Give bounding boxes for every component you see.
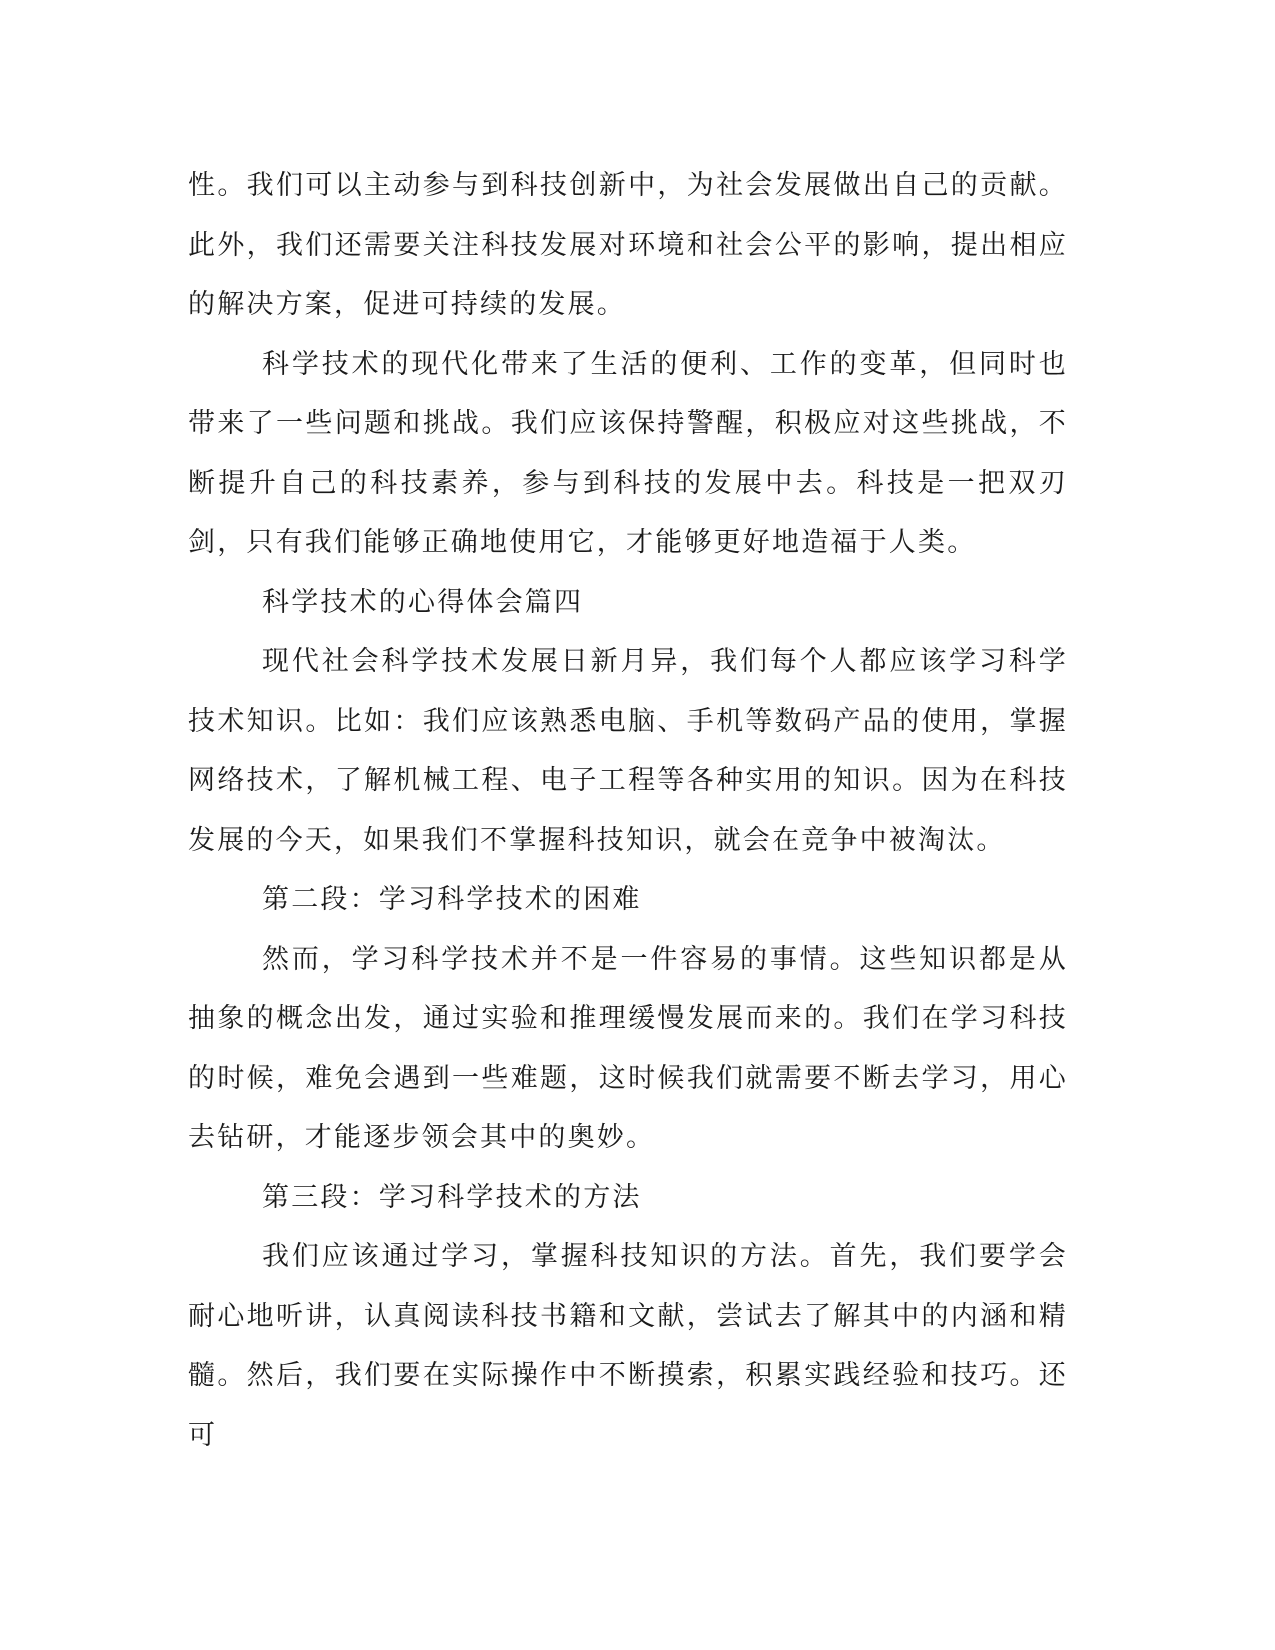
section-heading-method: 第三段：学习科学技术的方法 (262, 1181, 642, 1213)
section-heading-part-four: 科学技术的心得体会篇四 (262, 586, 584, 618)
paragraph-continuation: 性。我们可以主动参与到科技创新中，为社会发展做出自己的贡献。此外，我们还需要关注科技发展对环境和社会公平的影响，提出相应的解决方案，促进可持续的发展。 (188, 170, 1068, 320)
paragraph-difficulty: 然而，学习科学技术并不是一件容易的事情。这些知识都是从抽象的概念出发，通过实验和推理缓慢发展而来的。我们在学习科技的时候，难免会遇到一些难题，这时候我们就需要不断去学习，用心去钻研，才能逐步领会其中的奥妙。 (188, 943, 1068, 1153)
paragraph-modernization: 科学技术的现代化带来了生活的便利、工作的变革，但同时也带来了一些问题和挑战。我们应该保持警醒，积极应对这些挑战，不断提升自己的科技素养，参与到科技的发展中去。科技是一把双刃剑，只有我们能够正确地使用它，才能够更好地造福于人类。 (188, 348, 1068, 558)
section-heading-difficulty: 第二段：学习科学技术的困难 (262, 884, 642, 915)
paragraph-learning-knowledge: 现代社会科学技术发展日新月异，我们每个人都应该学习科学技术知识。比如：我们应该熟悉电脑、手机等数码产品的使用，掌握网络技术，了解机械工程、电子工程等各种实用的知识。因为在科技发展的今天，如果我们不掌握科技知识，就会在竞争中被淘汰。 (188, 646, 1068, 856)
paragraph-method: 我们应该通过学习，掌握科技知识的方法。首先，我们要学会耐心地听讲，认真阅读科技书籍和文献，尝试去了解其中的内涵和精髓。然后，我们要在实际操作中不断摸索，积累实践经验和技巧。还可 (188, 1241, 1068, 1451)
document-body (188, 156, 1068, 1465)
